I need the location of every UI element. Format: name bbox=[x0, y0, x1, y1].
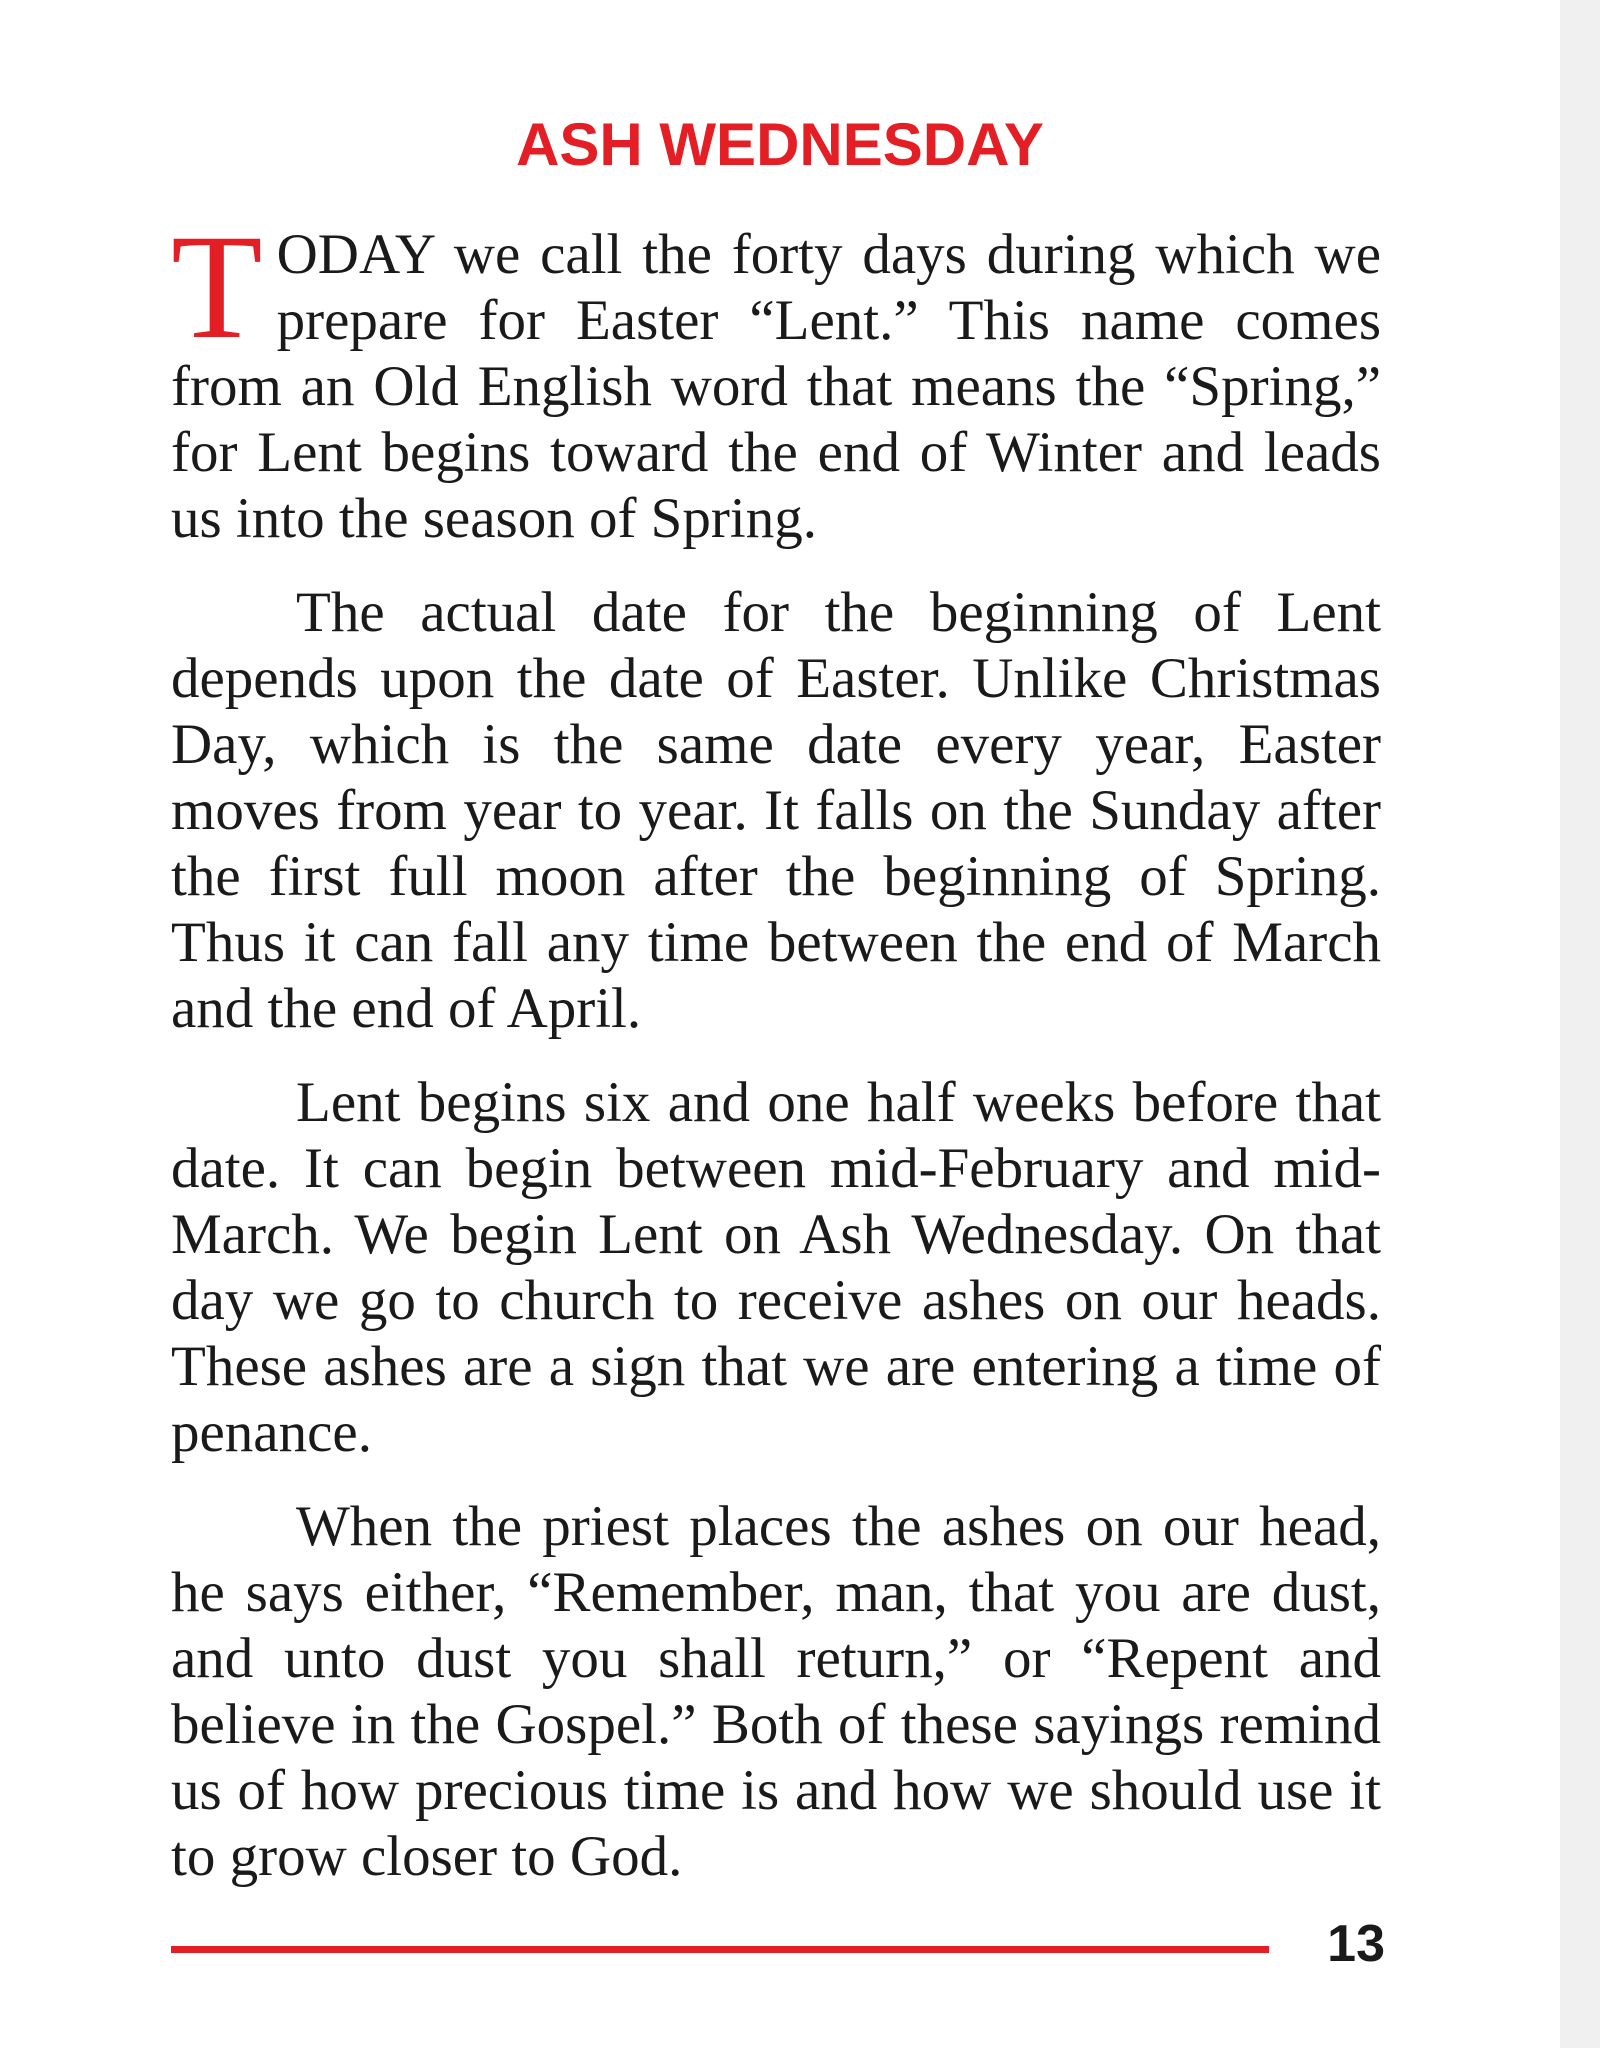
footer-rule bbox=[171, 1946, 1269, 1953]
paragraph-1-text: ODAY we call the forty days during which we prepare for Easter “Lent.” This name comes from an Old English word that means the “Spring,” for Lent begins toward the end of Winter and leads us into the season of Spring. bbox=[171, 223, 1381, 550]
page-number: 13 bbox=[1327, 1915, 1385, 1973]
drop-cap: T bbox=[171, 204, 263, 370]
paragraph-2: The actual date for the beginning of Lent depends upon the date of Easter. Unlike Christmas Day, which is the same date every year, Easter moves from year to year. It falls on the Sunday after the first full moon after the beginning of Spring. Thus it can fall any time between the end of March and the end of April. bbox=[171, 581, 1381, 1040]
page-title: ASH WEDNESDAY bbox=[516, 111, 1044, 178]
paragraph-4: When the priest places the ashes on our head, he says either, “Remember, man, that you are dust, and unto dust you shall return,” or “Repent and believe in the Gospel.” Both of these sayings remind us of how precious time is and how we should use it to grow closer to God. bbox=[171, 1495, 1381, 1888]
page-edge bbox=[1560, 0, 1600, 2048]
body-text bbox=[171, 204, 1381, 1918]
paragraph-3: Lent begins six and one half weeks before that date. It can begin between mid-February and mid-March. We begin Lent on Ash Wednesday. On that day we go to church to receive ashes on our heads. These ashes are a sign that we are entering a time of penance. bbox=[171, 1071, 1381, 1464]
paragraph-1 bbox=[171, 204, 1381, 552]
